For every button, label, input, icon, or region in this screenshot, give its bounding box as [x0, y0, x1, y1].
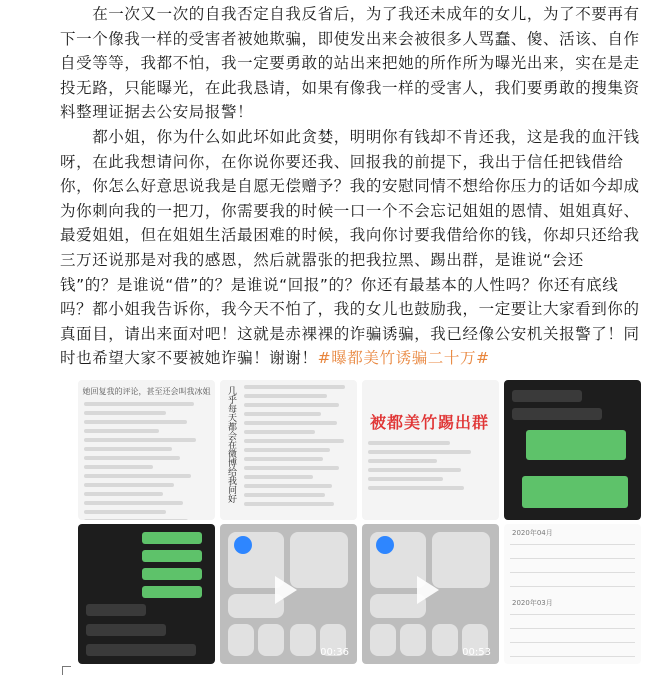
control-center-panel: [228, 624, 254, 656]
video-thumbnail-1[interactable]: [220, 524, 357, 664]
control-center-panel: [290, 624, 316, 656]
image-thumbnail-transactions[interactable]: [504, 524, 641, 664]
chat-bubble: [142, 550, 202, 562]
comment-lines: [78, 402, 215, 520]
chat-bubble: [142, 532, 202, 544]
chat-bubble: [522, 476, 628, 508]
chat-bubble: [142, 586, 202, 598]
chat-bubble: [86, 644, 196, 656]
crop-corner-mark: [62, 666, 71, 675]
video-thumbnail-2[interactable]: [362, 524, 499, 664]
video-duration: 00:53: [462, 647, 491, 658]
chat-bubble: [512, 390, 582, 402]
chat-bubble: [512, 408, 602, 420]
image-thumbnail-comments[interactable]: [78, 380, 215, 520]
control-center-panel: [400, 624, 426, 656]
article-body: [60, 2, 640, 371]
paragraph-2-text: 都小姐，你为什么如此坏如此贪婪，明明你有钱却不肯还我，这是我的血汗钱呀，在此我想请问你，在你说你要还我、回报我的前提下，我出于信任把钱借给你，你怎么好意思说我是自愿无偿赠予？我的安慰同情不想给你压力的话如今却成为你刺向我的一把刀，你需要我的时候一口一个不会忘记姐姐的恩情、姐姐真好、最爱姐姐，但在姐姐生活最困难的时候，我向你讨要我借给你的钱，你却只还给我三万还说那是对我的感恩，然后就嚣张的把我拉黑、踢出群，是谁说“会还钱”的？是谁说“借”的？是谁说“回报”的？你还有最基本的人性吗？你还有底线吗？都小姐我告诉你，我今天不怕了，我的女儿也鼓励我，一定要让大家看到你的真面目，请出来面对吧！这就是赤裸裸的诈骗诱骗，我已经像公安机关报警了！同时也希望大家不要被她诈骗！谢谢！: [60, 127, 640, 368]
wifi-icon: [234, 536, 252, 554]
table-divider: [510, 558, 635, 559]
control-center-panel: [432, 532, 490, 588]
table-divider: [510, 656, 635, 657]
video-duration: 00:36: [320, 647, 349, 658]
chat-bubble: [142, 568, 202, 580]
image-thumbnail-greetings[interactable]: [220, 380, 357, 520]
play-icon: [275, 576, 297, 604]
table-divider: [510, 642, 635, 643]
chat-bubble: [526, 430, 626, 460]
greeting-lines: [238, 385, 357, 506]
chat-bubble: [86, 624, 166, 636]
image-thumbnail-kicked[interactable]: [362, 380, 499, 520]
image-thumbnail-chat-1[interactable]: [504, 380, 641, 520]
chat-bubble: [86, 604, 146, 616]
table-divider: [510, 544, 635, 545]
group-lines: [362, 380, 499, 490]
wifi-icon: [376, 536, 394, 554]
table-year-label: 2020年03月: [512, 599, 553, 607]
image-row-1: [78, 380, 644, 520]
vertical-caption: 几乎每天都会在微博给我问好: [226, 386, 236, 503]
paragraph-1-text: 在一次又一次的自我否定自我反省后，为了我还未成年的女儿，为了不要再有下一个像我一样的受害者被她欺骗，即使发出来会被很多人骂蠢、傻、活该、自作自受等等，我都不怕，我一定要勇敢的站出来把她的所作所为曝光出来，实在是走投无路，只能曝光，在此我恳请，如果有像我一样的受害人，我们要勇敢的搜集资料整理证据去公安局报警！: [60, 5, 640, 122]
play-icon: [417, 576, 439, 604]
image-caption: 她回复我的评论，甚至还会叫我冰姐: [82, 387, 211, 396]
table-divider: [510, 628, 635, 629]
hashtag-link[interactable]: #曝都美竹诱骗二十万#: [317, 349, 490, 368]
image-row-2: [78, 524, 644, 664]
paragraph-2: [60, 125, 640, 371]
control-center-panel: [258, 624, 284, 656]
table-divider: [510, 572, 635, 573]
control-center-panel: [432, 624, 458, 656]
table-year-label: 2020年04月: [512, 529, 553, 537]
table-divider: [510, 614, 635, 615]
control-center-panel: [370, 624, 396, 656]
paragraph-1: [60, 2, 640, 125]
control-center-panel: [290, 532, 348, 588]
table-divider: [510, 586, 635, 587]
red-overlay-text: 被都美竹踢出群: [370, 413, 490, 432]
image-thumbnail-chat-2[interactable]: [78, 524, 215, 664]
